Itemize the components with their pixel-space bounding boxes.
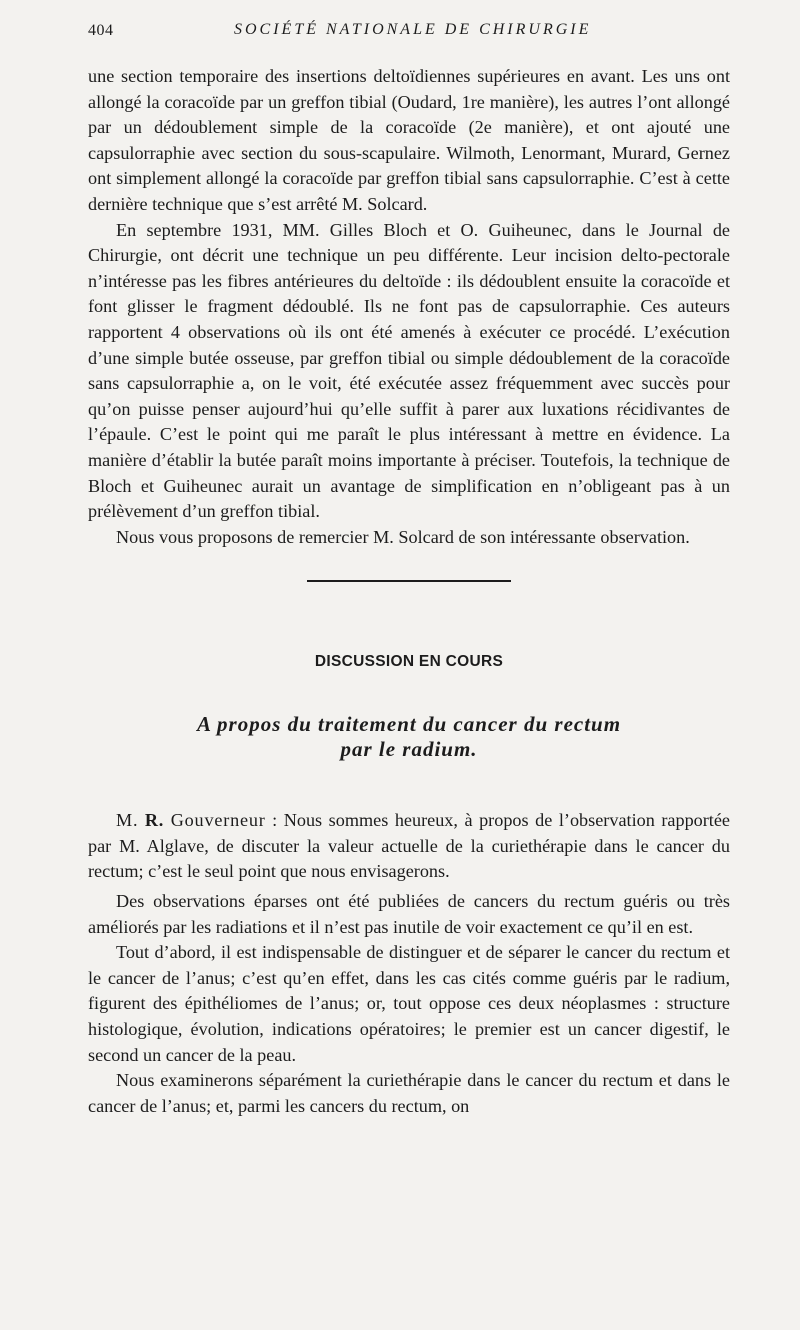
journal-title: SOCIÉTÉ NATIONALE DE CHIRURGIE <box>234 21 592 38</box>
discussion-paragraph: Des observations éparses ont été publiées de cancers du rectum guéris ou très améliorés par les radiations et il n’est pas inutile de voir exactement ce qu’il en est. <box>88 891 730 937</box>
report-paragraph: une section temporaire des insertions deltoïdiennes supérieures en avant. Les uns ont allongé la coracoïde par un greffon tibial (Oudard, 1re manière), les autres l’ont allongé par un dédoublement simple de la coracoïde (2e manière), et ont ajouté une capsulorraphie avec section du sous-scapulaire. Wilmoth, Lenormant, Murard, Gernez ont simplement allongé la coracoïde par greffon tibial sans capsulorraphie. C’est à cette dernière technique que s’est arrêté M. Solcard. <box>88 66 730 214</box>
discussion-paragraph: Nous examinerons séparément la curiethérapie dans le cancer du rectum et dans le cancer de l’anus; et, parmi les cancers du rectum, on <box>88 1070 730 1116</box>
discussion-heading: DISCUSSION EN COURS <box>314 653 504 671</box>
speaker-surname: Gouverneur <box>170 810 266 831</box>
page-number: 404 <box>88 22 114 39</box>
section-divider <box>307 580 511 582</box>
report-paragraph: En septembre 1931, MM. Gilles Bloch et O. Guiheunec, dans le Journal de Chirurgie, ont décrit une technique un peu différente. Leur incision delto-pectorale n’intéresse pas les fibres antérieures du deltoïde : ils dédoublent ensuite la coracoïde et font glisser le fragment dédoublé. Ils ne font pas de capsulorraphie. Ces auteurs rapportent 4 observations où ils ont été amenés à exécuter ce procédé. L’exécution d’une simple butée osseuse, par greffon tibial ou simple dédoublement de la coracoïde sans capsulorraphie a, on le voit, été exécutée assez fréquemment avec succès pour qu’on puisse penser aujourd’hui qu’elle suffit à parer aux luxations récidivantes de l’épaule. C’est le point qui me paraît le plus intéressant à mettre en évidence. La manière d’établir la butée paraît moins importante à préciser. Toutefois, la technique de Bloch et Guiheunec aurait un avantage de simplification en n’obligeant pas à un prélèvement d’un greffon tibial. <box>88 219 730 522</box>
running-head <box>88 0 730 64</box>
report-paragraph: Nous vous proposons de remercier M. Solcard de son intéressante observation. <box>116 526 690 547</box>
speaker-initial: R. <box>144 810 165 831</box>
article-title-line: par le radium. <box>340 737 478 762</box>
discussion-body <box>88 808 730 1119</box>
discussion-paragraph <box>88 808 730 885</box>
article-title <box>88 712 730 762</box>
discussion-paragraph: Tout d’abord, il est indispensable de distinguer et de séparer le cancer du rectum et le cancer de l’anus; c’est qu’en effet, dans les cas cités comme guéris par le radium, figurent des épithéliomes de l’anus; or, tout oppose ces deux néoplasmes : structure histologique, évolution, indications opératoires; le premier est un cancer digestif, le second un cancer de la peau. <box>88 942 730 1065</box>
speaker-statement: : Nous sommes heureux, à propos de l’observation rapportée par M. Alglave, de discuter la valeur actuelle de la curiethérapie dans le cancer du rectum; c’est le seul point que nous envisagerons. <box>88 810 731 882</box>
article-title-line: A propos du traitement du cancer du rectum <box>196 712 622 737</box>
report-section <box>88 64 730 550</box>
speaker-prefix: M. <box>116 810 139 831</box>
